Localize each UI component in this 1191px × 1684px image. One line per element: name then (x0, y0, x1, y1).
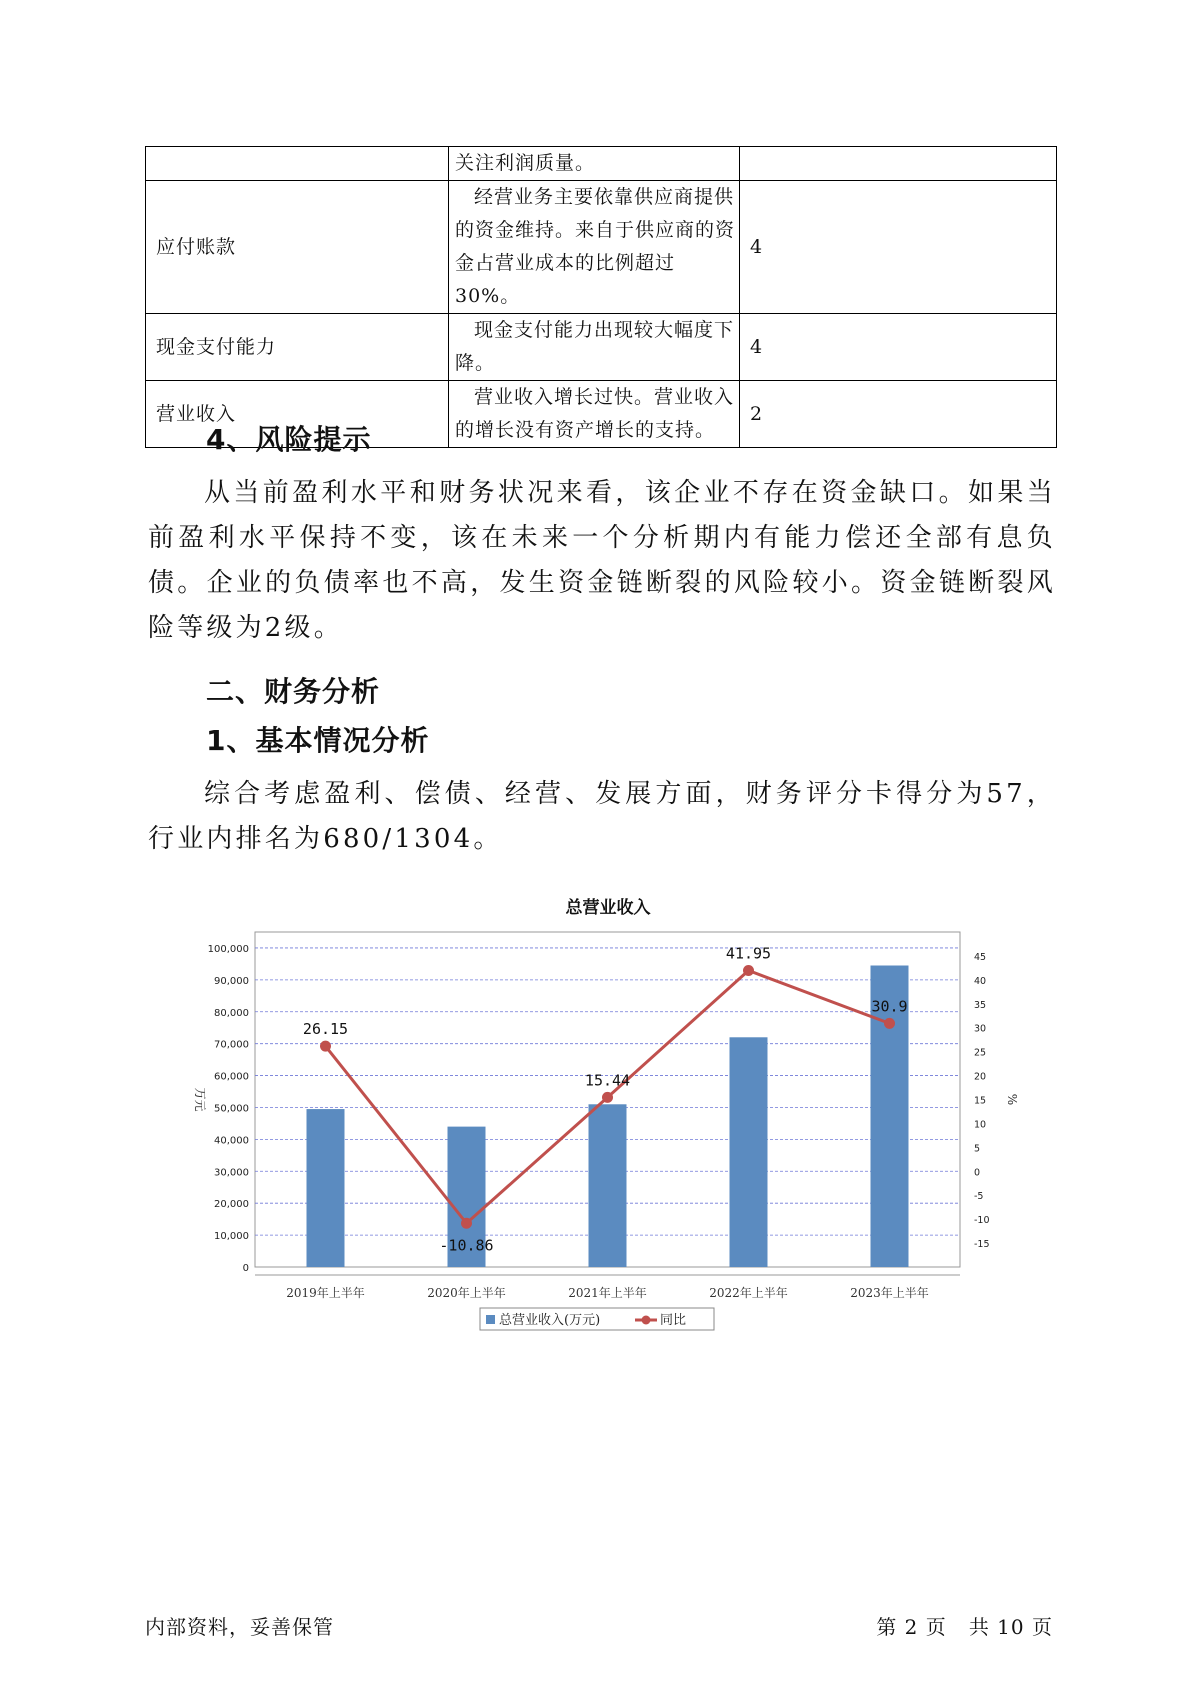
y2-axis-label: % (1005, 1093, 1019, 1106)
table-cell-item: 营业收入 (146, 381, 449, 448)
x-tick-label: 2019年上半年 (286, 1286, 365, 1300)
y2-tick-label: 30 (974, 1023, 987, 1035)
table-cell-desc: 关注利润质量。 (449, 147, 740, 181)
yoy-data-label: 26.15 (302, 1020, 349, 1039)
y-tick-label: 60,000 (214, 1071, 249, 1083)
risk-indicator-table (145, 146, 1057, 448)
y2-tick-label: 40 (974, 975, 987, 987)
basic-analysis-heading: 1、基本情况分析 (206, 724, 430, 757)
revenue-bar (730, 1037, 768, 1267)
legend-line-label: 同比 (660, 1313, 687, 1328)
y2-tick-label: 20 (974, 1071, 987, 1083)
footer-page-number: 第 2 页 共 10 页 (876, 1615, 1053, 1639)
table-cell-item: 现金支付能力 (146, 314, 449, 381)
table-cell-desc: 营业收入增长过快。营业收入的增长没有资产增长的支持。 (449, 381, 740, 448)
x-tick-label: 2020年上半年 (427, 1286, 506, 1300)
yoy-data-label: -10.86 (439, 1236, 494, 1255)
y-tick-label: 0 (242, 1263, 249, 1274)
y2-tick-label: -5 (974, 1191, 984, 1203)
yoy-point (602, 1092, 613, 1103)
table-cell-desc: 现金支付能力出现较大幅度下降。 (449, 314, 740, 381)
chart-title: 总营业收入 (565, 898, 651, 918)
y-tick-label: 30,000 (214, 1167, 249, 1179)
table-cell-item (146, 147, 449, 181)
y-tick-label: 10,000 (214, 1231, 249, 1243)
y-tick-label: 100,000 (207, 943, 249, 955)
y-tick-label: 70,000 (214, 1039, 249, 1051)
y2-tick-label: 5 (974, 1143, 981, 1155)
y2-tick-label: -10 (974, 1215, 990, 1227)
table-row (146, 314, 1057, 381)
y2-tick-label: 35 (974, 999, 987, 1011)
table-cell-level (740, 147, 1057, 181)
table-row (146, 181, 1057, 314)
table-cell-item: 应付账款 (146, 181, 449, 314)
x-tick-label: 2021年上半年 (568, 1286, 647, 1300)
yoy-point (884, 1018, 895, 1029)
revenue-chart (180, 920, 1040, 1340)
legend-bar-label: 总营业收入(万元) (499, 1313, 601, 1328)
x-tick-label: 2023年上半年 (850, 1286, 929, 1300)
yoy-point (320, 1041, 331, 1052)
finance-paragraph: 综合考虑盈利、偿债、经营、发展方面，财务评分卡得分为57，行业内排名为680/1304。 (148, 779, 1056, 854)
table-row (146, 147, 1057, 181)
finance-heading: 二、财务分析 (206, 675, 381, 708)
table-cell-level: 4 (740, 181, 1057, 314)
yoy-data-label: 41.95 (725, 944, 772, 963)
legend-line-marker (642, 1316, 651, 1325)
yoy-data-label: 30.9 (871, 997, 908, 1016)
risk-heading: 4、风险提示 (206, 423, 372, 456)
y-tick-label: 50,000 (214, 1103, 249, 1115)
y2-tick-label: 25 (974, 1047, 987, 1059)
y-tick-label: 40,000 (214, 1135, 249, 1147)
yoy-data-label: 15.44 (584, 1071, 631, 1090)
x-tick-label: 2022年上半年 (709, 1286, 788, 1300)
yoy-point (743, 965, 754, 976)
y2-tick-label: 45 (974, 951, 987, 963)
y-tick-label: 80,000 (214, 1007, 249, 1019)
footer-confidential: 内部资料，妥善保管 (145, 1615, 334, 1639)
y-tick-label: 20,000 (214, 1199, 249, 1211)
y-tick-label: 90,000 (214, 975, 249, 987)
table-cell-desc: 经营业务主要依靠供应商提供的资金维持。来自于供应商的资金占营业成本的比例超过30%。 (449, 181, 740, 314)
yoy-point (461, 1218, 472, 1229)
y-axis-label: 万元 (193, 1087, 207, 1112)
revenue-bar (307, 1109, 345, 1267)
table-cell-level: 4 (740, 314, 1057, 381)
y2-tick-label: 0 (974, 1167, 981, 1179)
table-cell-level: 2 (740, 381, 1057, 448)
y2-tick-label: -15 (974, 1239, 990, 1251)
y2-tick-label: 15 (974, 1095, 987, 1107)
risk-paragraph: 从当前盈利水平和财务状况来看，该企业不存在资金缺口。如果当前盈利水平保持不变，该在未来一个分析期内有能力偿还全部有息负债。企业的负债率也不高，发生资金链断裂的风险较小。资金链断裂风险等级为2级。 (148, 478, 1056, 643)
revenue-bar (589, 1104, 627, 1267)
legend-bar-swatch (486, 1315, 495, 1324)
y2-tick-label: 10 (974, 1119, 987, 1131)
